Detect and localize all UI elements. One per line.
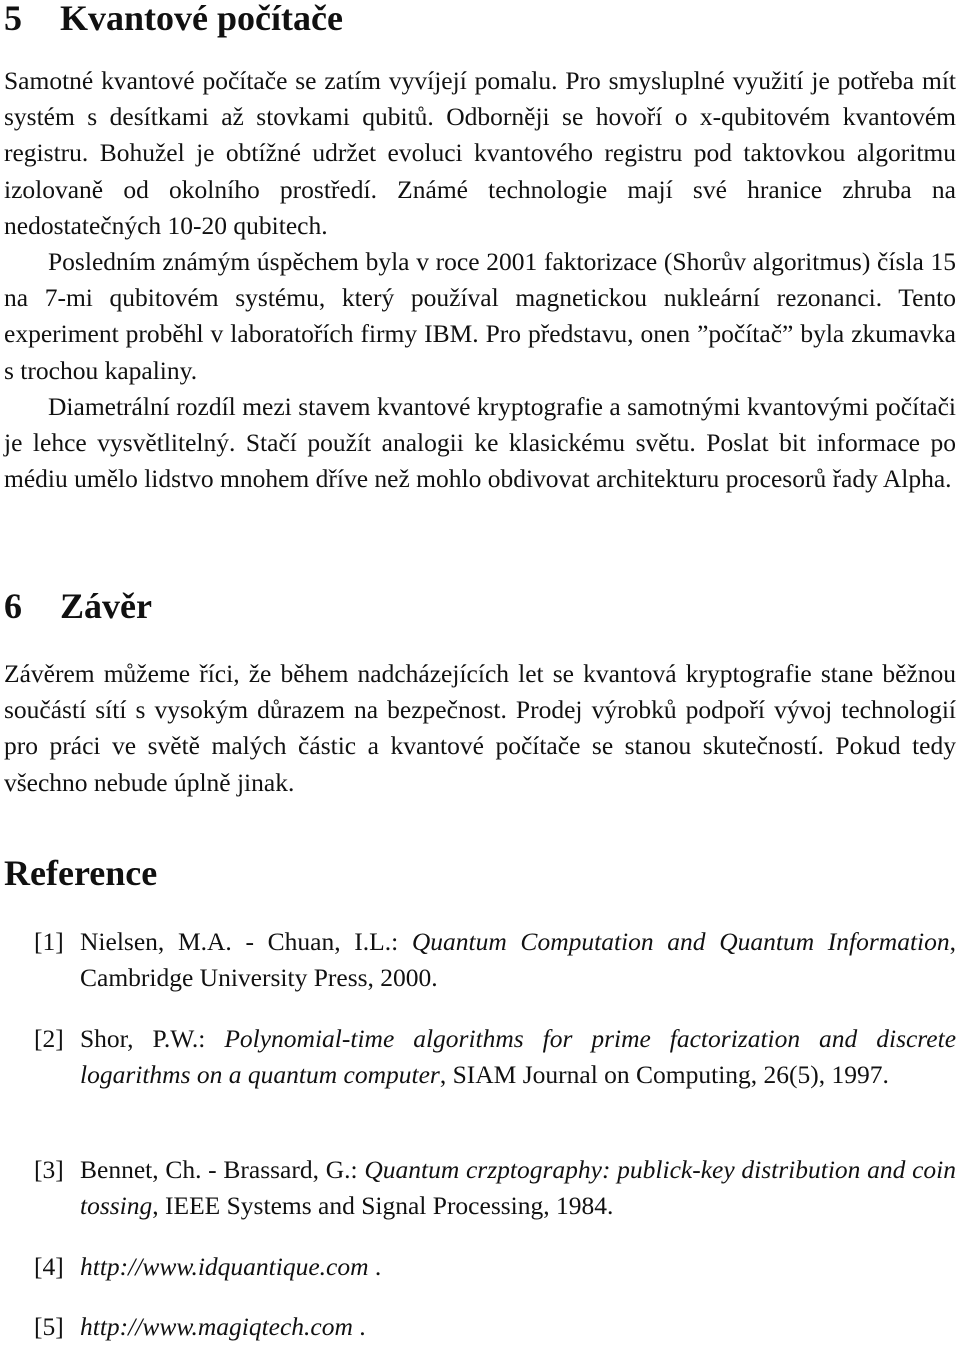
section-5-paragraph-1: Samotné kvantové počítače se zatím vyvíjejí pomalu. Pro smysluplné využití je potřeba mít systém s desítkami až stovkami qubitů. Odborněji se hovoří o x-qubitovém kvantovém registru. Bohužel je obtížné udržet evoluci kvantového registru pod taktovkou algoritmu izolovaně od okolního prostředí. Známé technologie mají své hranice zhruba na nedostatečných 10-20 qubitech. (4, 66, 956, 240)
reference-trailing-period: . (368, 1252, 382, 1281)
reference-title: Quantum crzptography: publick-key distribution and coin tossing (80, 1155, 957, 1221)
section-6-title: Závěr (60, 586, 152, 626)
reference-title: Quantum Computation and Quantum Information (411, 927, 950, 956)
section-5-paragraph-2: Posledním známým úspěchem byla v roce 2001 faktorizace (Shorův algoritmus) čísla 15 na 7-mi qubitovém systému, který používal magnetickou nukleární rezonanci. Tento experiment proběhl v laboratořích firmy IBM. Pro představu, onen ”počítač” byla zkumavka s trochou kapaliny. (4, 247, 956, 385)
section-6-heading (4, 588, 152, 624)
reference-url: http://www.idquantique.com (80, 1252, 369, 1281)
reference-number: [5] (34, 1312, 64, 1341)
reference-item (4, 1021, 956, 1093)
reference-number: [4] (34, 1252, 64, 1281)
reference-number: [2] (34, 1024, 64, 1053)
section-6-number: 6 (4, 586, 22, 626)
section-5-number: 5 (4, 0, 22, 38)
reference-authors: Bennet, Ch. - Brassard, G.: (80, 1155, 358, 1184)
reference-item (4, 1309, 956, 1345)
reference-number: [3] (34, 1155, 64, 1184)
reference-publisher: , IEEE Systems and Signal Processing, 1984. (152, 1191, 614, 1221)
section-5-title: Kvantové počítače (60, 0, 343, 38)
reference-number: [1] (34, 927, 64, 956)
reference-title: Polynomial-time algorithms for prime factorization and discrete logarithms on a quantum computer (80, 1024, 957, 1090)
reference-item (4, 924, 956, 996)
reference-trailing-period: . (352, 1312, 366, 1341)
reference-authors: Nielsen, M.A. - Chuan, I.L.: (80, 927, 399, 956)
section-6-paragraph: Závěrem můžeme říci, že během nadcházejících let se kvantová kryptografie stane běžnou součástí sítí s vysokým důrazem na bezpečnost. Prodej výrobků podpoří vývoj technologií pro práci ve světě malých částic a kvantové počítače se stanou skutečností. Pokud tedy všechno nebude úplně jinak. (4, 659, 956, 797)
reference-authors: Shor, P.W.: (80, 1024, 206, 1053)
section-5-heading (4, 0, 343, 36)
reference-publisher: , SIAM Journal on Computing, 26(5), 1997. (439, 1060, 889, 1090)
reference-item (4, 1249, 956, 1285)
reference-item (4, 1152, 956, 1224)
section-5-paragraph-3: Diametrální rozdíl mezi stavem kvantové kryptografie a samotnými kvantovými počítači je lehce vysvětlitelný. Stačí použít analogii ke klasickému světu. Poslat bit informace po médiu umělo lidstvo mnohem dříve než mohlo obdivovat architekturu procesorů řady Alpha. (4, 392, 956, 494)
references-heading: Reference (4, 853, 158, 893)
reference-url: http://www.magiqtech.com (80, 1312, 353, 1341)
reference-publisher: , Cambridge University Press, 2000. (80, 927, 957, 993)
